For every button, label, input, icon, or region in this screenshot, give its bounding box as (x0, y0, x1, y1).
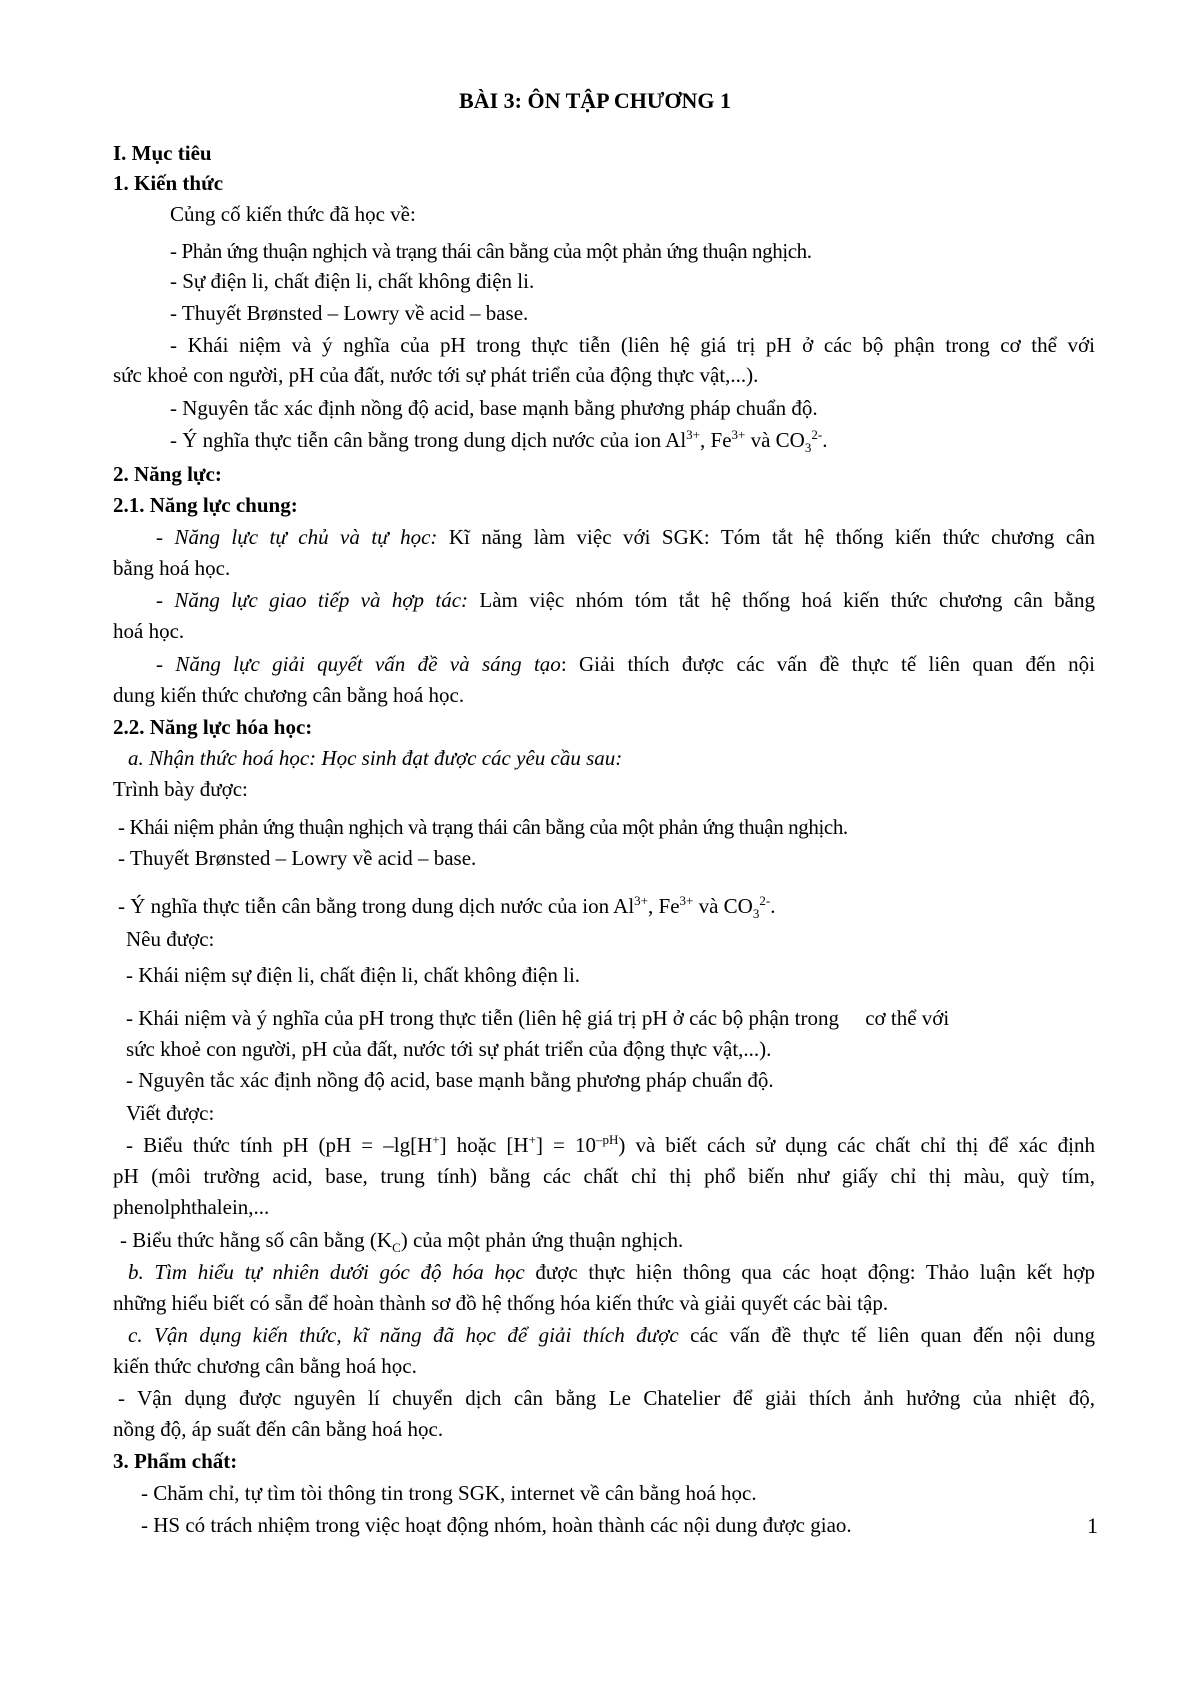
viet-duoc-label: Viết được: (126, 1101, 215, 1125)
kien-thuc-item: - Sự điện li, chất điện li, chất không điện li. (170, 269, 535, 293)
kien-thuc-item-cont: sức khoẻ con người, pH của đất, nước tới sự phát triển của động thực vật,...). (113, 363, 759, 387)
kien-thuc-intro: Củng cố kiến thức đã học về: (170, 202, 416, 226)
neu-duoc-item: - Khái niệm và ý nghĩa của pH trong thực tiễn (liên hệ giá trị pH ở các bộ phận trong cơ thể với (126, 1006, 950, 1030)
viet-duoc-item: - Biểu thức tính pH (pH = –lg[H+] hoặc $[H^+] = 10^{-pH}$) và biết cách sử dụng các chất chỉ thị để xác định (126, 1132, 1095, 1157)
neu-duoc-item: - Nguyên tắc xác định nồng độ acid, base mạnh bằng phương pháp chuẩn độ. (126, 1068, 774, 1092)
viet-duoc-item-cont: phenolphthalein,... (113, 1195, 270, 1219)
nhan-thuc-heading: a. Nhận thức hoá học: Học sinh đạt được các yêu cầu sau: (128, 746, 623, 770)
pham-chat-item: - HS có trách nhiệm trong việc hoạt động nhóm, hoàn thành các nội dung được giao. (141, 1513, 852, 1537)
heading-nang-luc-hoa-hoc: 2.2. Năng lực hóa học: (113, 715, 313, 739)
viet-duoc-item-cont: pH (môi trường acid, base, trung tính) bằng các chất chỉ thị phổ biến như giấy chỉ thị màu, quỳ tím, (113, 1164, 1095, 1188)
pham-chat-item: - Chăm chỉ, tự tìm tòi thông tin trong SGK, internet về cân bằng hoá học. (141, 1481, 757, 1505)
kien-thuc-item: - Thuyết Brønsted – Lowry về acid – base. (170, 301, 529, 325)
heading-pham-chat: 3. Phẩm chất: (113, 1449, 238, 1473)
tim-hieu-paragraph-cont: những hiểu biết có sẵn để hoàn thành sơ đồ hệ thống hóa kiến thức và giải quyết các bài tập. (113, 1291, 889, 1315)
kien-thuc-item: - Khái niệm và ý nghĩa của pH trong thực tiễn (liên hệ giá trị pH ở các bộ phận trong cơ thể với (170, 333, 1095, 357)
trinh-bay-item: - Khái niệm phản ứng thuận nghịch và trạng thái cân bằng của một phản ứng thuận nghịch. (118, 815, 848, 839)
kien-thuc-item-ion: - Ý nghĩa thực tiễn cân bằng trong dung dịch nước của ion $Al^{3+}$, $Fe^{3+}$ và $CO_3^{2-}$. (170, 427, 828, 456)
nang-luc-item: - Năng lực giao tiếp và hợp tác: Làm việc nhóm tóm tắt hệ thống hoá kiến thức chương cân bằng (156, 588, 1095, 612)
van-dung-item: - Vận dụng được nguyên lí chuyển dịch cân bằng Le Chatelier để giải thích ảnh hưởng của nhiệt độ, (118, 1386, 1095, 1410)
kien-thuc-item: - Nguyên tắc xác định nồng độ acid, base mạnh bằng phương pháp chuẩn độ. (170, 396, 818, 420)
heading-nang-luc: 2. Năng lực: (113, 462, 222, 486)
neu-duoc-item-cont: sức khoẻ con người, pH của đất, nước tới sự phát triển của động thực vật,...). (126, 1037, 772, 1061)
viet-duoc-item: - Biểu thức hằng số cân bằng $(K_C)$ của một phản ứng thuận nghịch. (120, 1228, 684, 1256)
nang-luc-item-cont: bằng hoá học. (113, 556, 231, 580)
nang-luc-item: - Năng lực tự chủ và tự học: Kĩ năng làm việc với SGK: Tóm tắt hệ thống kiến thức chương cân (156, 525, 1096, 549)
van-dung-paragraph: c. Vận dụng kiến thức, kĩ năng đã học để giải thích được các vấn đề thực tế liên quan đến nội dung (128, 1323, 1096, 1347)
page-title: BÀI 3: ÔN TẬP CHƯƠNG 1 (459, 88, 731, 113)
nang-luc-item: - Năng lực giải quyết vấn đề và sáng tạo: Giải thích được các vấn đề thực tế liên quan đến nội (156, 652, 1095, 676)
nang-luc-item-cont: hoá học. (113, 619, 185, 643)
nang-luc-item-cont: dung kiến thức chương cân bằng hoá học. (113, 683, 465, 707)
trinh-bay-label: Trình bày được: (113, 777, 248, 801)
kien-thuc-item: - Phản ứng thuận nghịch và trạng thái cân bằng của một phản ứng thuận nghịch. (170, 239, 812, 263)
trinh-bay-item: - Thuyết Brønsted – Lowry về acid – base. (118, 846, 477, 870)
heading-nang-luc-chung: 2.1. Năng lực chung: (113, 493, 298, 517)
tim-hieu-paragraph: b. Tìm hiểu tự nhiên dưới góc độ hóa học được thực hiện thông qua các hoạt động: Thảo luận kết hợp (128, 1260, 1095, 1284)
trinh-bay-item-ion: - Ý nghĩa thực tiễn cân bằng trong dung dịch nước của ion $Al^{3+}$, $Fe^{3+}$ và $CO_3^{2-}$. (118, 893, 776, 922)
page-number: 1 (1087, 1513, 1098, 1538)
heading-kien-thuc: 1. Kiến thức (113, 171, 224, 195)
van-dung-paragraph-cont: kiến thức chương cân bằng hoá học. (113, 1354, 417, 1378)
neu-duoc-item: - Khái niệm sự điện li, chất điện li, chất không điện li. (126, 963, 581, 987)
van-dung-item-cont: nồng độ, áp suất đến cân bằng hoá học. (113, 1417, 444, 1441)
heading-muc-tieu: I. Mục tiêu (113, 141, 212, 165)
neu-duoc-label: Nêu được: (126, 927, 215, 951)
